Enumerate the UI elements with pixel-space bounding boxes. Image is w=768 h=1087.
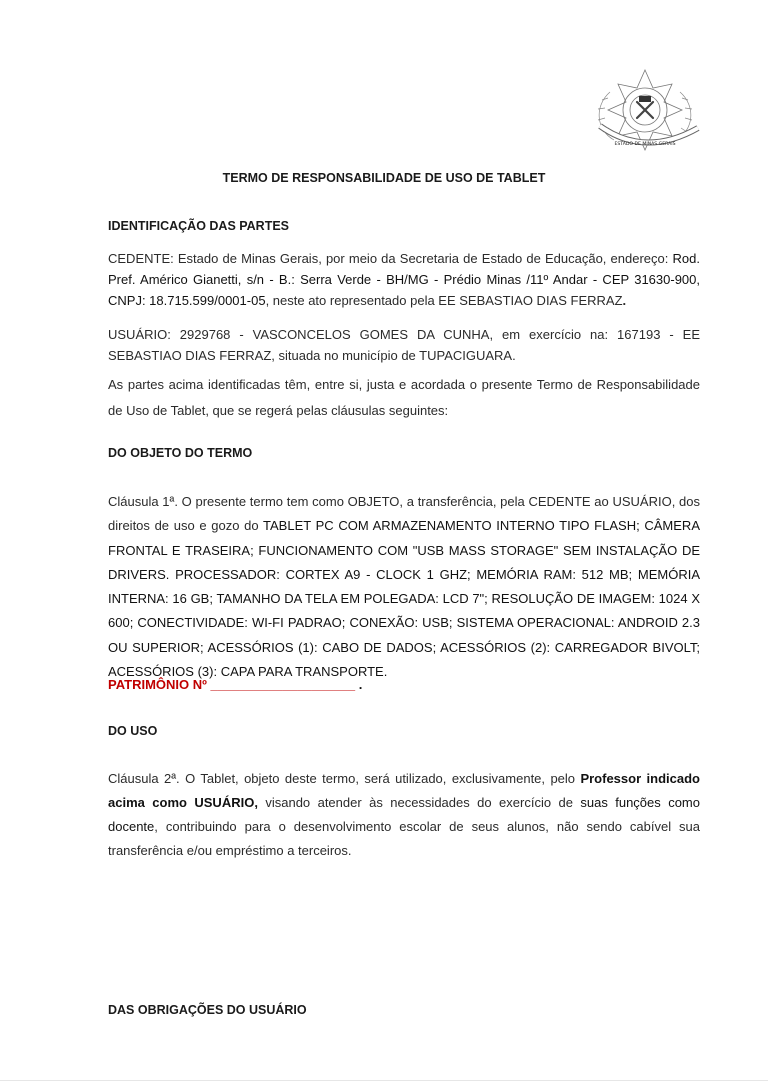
clausula-1-paragraph — [108, 490, 700, 684]
clausula-1-lead: Cláusula 1ª. O presente termo tem como OBJETO, a transferência, pela CEDENTE ao USUÁRIO, dos direitos de uso e gozo do — [108, 494, 700, 534]
section-heading-identificacao: IDENTIFICAÇÃO DAS PARTES — [108, 219, 290, 233]
section-heading-obrigacoes: DAS OBRIGAÇÕES DO USUÁRIO — [108, 1003, 307, 1017]
cedente-period: . — [622, 293, 627, 308]
tablet-specification: TABLET PC COM ARMAZENAMENTO INTERNO TIPO FLASH; CÂMERA FRONTAL E TRASEIRA; FUNCIONAMENTO COM "USB MASS STORAGE" SEM INSTALAÇÃO DE DRIVERS. PROCESSADOR: CORTEX A9 - CLOCK 1 GHZ; MEMÓRIA RAM: 512 MB; MEMÓRIA INTERNA: 16 GB; TAMANHO DA TELA EM POLEGADA: LCD 7"; RESOLUÇÃO DE IMAGEM: 1024 X 600; CONECTIVIDADE: WI-FI PADRAO; CONEXÃO: USB; SISTEMA OPERACIONAL: ANDROID 2.3 OU SUPERIOR; ACESSÓRIOS (1): CABO DE DADOS; ACESSÓRIOS (2): CARREGADOR BIVOLT; ACESSÓRIOS (3): CAPA PARA TRANSPORTE. — [108, 518, 700, 680]
seal-ring-text: ESTADO DE MINAS GERAIS — [614, 142, 676, 147]
clausula-2-paragraph — [108, 767, 700, 863]
section-heading-uso: DO USO — [108, 724, 158, 738]
cedente-address: Rod. Pref. Américo Gianetti, s/n - B.: Serra Verde - BH/MG - Prédio Minas /11º Andar - CEP 31630-900, CNPJ: 18.715.599/0001-05 — [108, 251, 700, 308]
clausula-2-part2: visando atender às necessidades do exercício de — [257, 795, 581, 810]
cedente-representative: , neste ato representado pela EE SEBASTIAO DIAS FERRAZ — [265, 293, 623, 308]
section-heading-objeto: DO OBJETO DO TERMO — [108, 446, 253, 460]
state-seal-emblem — [586, 66, 704, 154]
cedente-lead: CEDENTE: Estado de Minas Gerais, por meio da Secretaria de Estado de Educação, endereço: — [108, 251, 673, 266]
clausula-2-bold: Professor indicado acima como USUÁRIO, — [108, 771, 700, 810]
cedente-paragraph — [108, 248, 700, 311]
partes-paragraph: As partes acima identificadas têm, entre si, justa e acordada o presente Termo de Responsabilidade de Uso de Tablet, que se regerá pelas cláusulas seguintes: — [108, 377, 700, 418]
patrimonio-line — [108, 677, 700, 692]
clausula-2-part3: , contribuindo para o desenvolvimento escolar de seus alunos, não sendo cabível sua transferência e/ou empréstimo a terceiros. — [108, 819, 700, 858]
patrimonio-label: PATRIMÔNIO Nº ____________________ — [108, 677, 356, 692]
patrimonio-end: . — [355, 677, 363, 692]
usuario-paragraph: USUÁRIO: 2929768 - VASCONCELOS GOMES DA CUNHA, em exercício na: 167193 - EE SEBASTIAO DIAS FERRAZ, situada no município de TUPACIGUARA. — [108, 327, 700, 363]
page-bottom-divider — [0, 1080, 768, 1081]
clausula-2-highlight: suas funções como docente — [108, 795, 700, 834]
clausula-2-part1: Cláusula 2ª. O Tablet, objeto deste termo, será utilizado, exclusivamente, pelo — [108, 771, 581, 786]
page-title: TERMO DE RESPONSABILIDADE DE USO DE TABLET — [222, 171, 546, 185]
